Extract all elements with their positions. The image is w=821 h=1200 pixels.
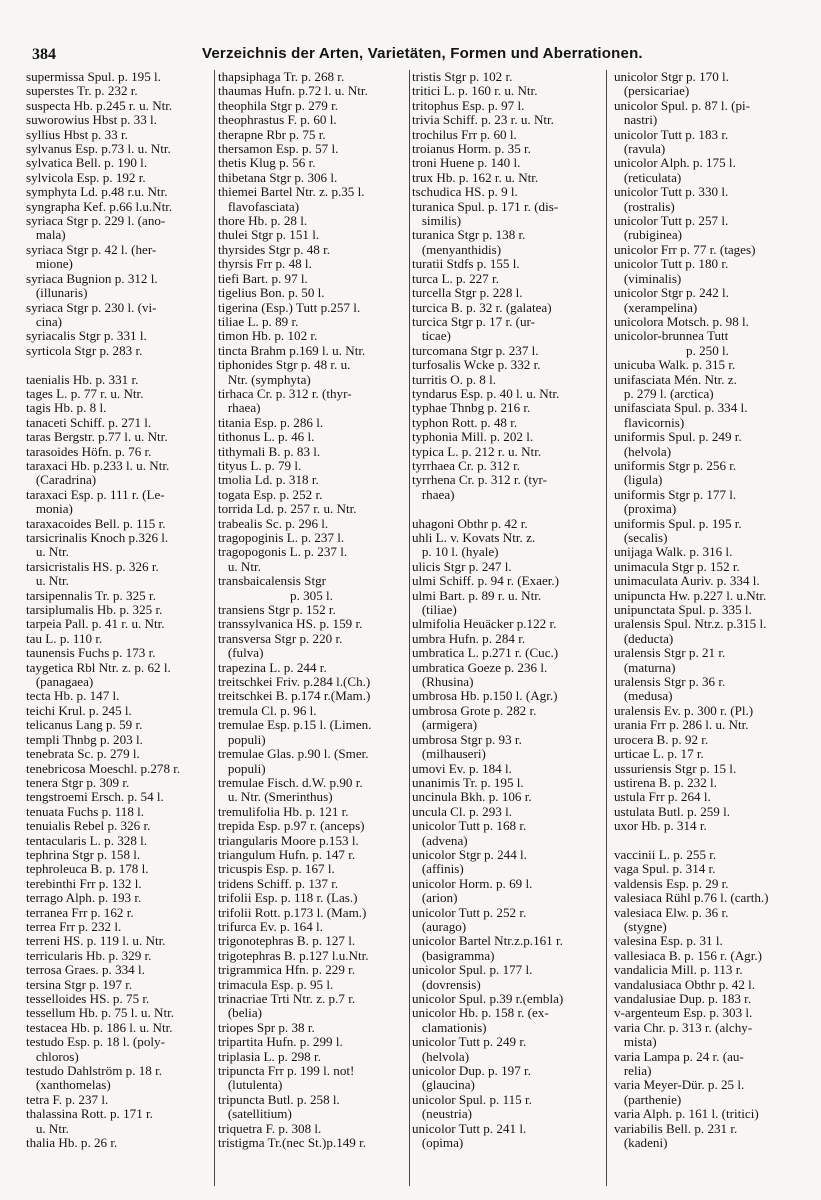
column-divider bbox=[606, 70, 607, 1186]
page-number: 384 bbox=[32, 46, 56, 63]
running-title: Verzeichnis der Arten, Varietäten, Formen und Aberrationen. bbox=[202, 45, 643, 62]
index-column-4: unicolor Stgr p. 170 l. (persicariae) unicolor Spul. p. 87 l. (pi- nastri) unicolor Tutt p. 183 r. (ravula) unicolor Alph. p. 175 l. (reticulata) unicolor Tutt p. 330 l. (rostralis) unicolor Tutt p. 257 l. (rubiginea) unicolor Frr p. 77 r. (tages) unicolor Tutt p. 180 r. (viminalis) unicolor Stgr p. 242 l. (xerampelina) unicolora Motsch. p. 98 l. unicolor-brunnea Tutt p. 250 l. unicuba Walk. p. 315 r. unifasciata Mén. Ntr. z. p. 279 l. (arctica) unifasciata Spul. p. 334 l. flavicornis) uniformis Spul. p. 249 r. (helvola) uniformis Stgr p. 256 r. (ligula) uniformis Stgr p. 177 l. (proxima) uniformis Spul. p. 195 r. (secalis) unijaga Walk. p. 316 l. unimacula Stgr p. 152 r. unimaculata Auriv. p. 334 l. unipuncta Hw. p.227 l. u.Ntr. unipunctata Spul. p. 335 l. uralensis Spul. Ntr.z. p.315 l. (deducta) uralensis Stgr p. 21 r. (maturna) uralensis Stgr p. 36 r. (medusa) uralensis Ev. p. 300 r. (Pl.) urania Frr p. 286 l. u. Ntr. urocera B. p. 92 r. urticae L. p. 17 r. ussuriensis Stgr p. 15 l. ustirena B. p. 232 l. ustula Frr p. 264 l. ustulata Butl. p. 259 l. uxor Hb. p. 314 r. vaccinii L. p. 255 r. vaga Spul. p. 314 r. valdensis Esp. p. 29 r. valesiaca Rühl p.76 l. (carth.) valesiaca Elw. p. 36 r. (stygne) valesina Esp. p. 31 l. vallesiaca B. p. 156 r. (Agr.) vandalicia Mill. p. 113 r. vandalusiaca Obthr p. 42 l. vandalusiae Dup. p. 183 r. v-argenteum Esp. p. 303 l. varia Chr. p. 313 r. (alchy- mista) varia Lampa p. 24 r. (au- relia) varia Meyer-Dür. p. 25 l. (parthenie) varia Alph. p. 161 l. (tritici) variabilis Bell. p. 231 r. (kadeni) bbox=[614, 70, 769, 1151]
page-header bbox=[32, 46, 797, 68]
column-divider bbox=[409, 70, 410, 1186]
index-column-1: supermissa Spul. p. 195 l. superstes Tr. p. 232 r. suspecta Hb. p.245 r. u. Ntr. suworowius Hbst p. 33 l. syllius Hbst p. 33 r. sylvanus Esp. p.73 l. u. Ntr. sylvatica Bell. p. 190 l. sylvicola Esp. p. 192 r. symphyta Ld. p.48 r.u. Ntr. syngrapha Kef. p.66 l.u.Ntr. syriaca Stgr p. 229 l. (ano- mala) syriaca Stgr p. 42 l. (her- mione) syriaca Bugnion p. 312 l. (illunaris) syriaca Stgr p. 230 l. (vi- cina) syriacalis Stgr p. 331 l. syrticola Stgr p. 283 r. taenialis Hb. p. 331 r. tages L. p. 77 r. u. Ntr. tagis Hb. p. 8 l. tanaceti Schiff. p. 271 l. taras Bergstr. p.77 l. u. Ntr. tarasoides Höfn. p. 76 r. taraxaci Hb. p.233 l. u. Ntr. (Caradrina) taraxaci Esp. p. 111 r. (Le- monia) taraxacoides Bell. p. 115 r. tarsicrinalis Knoch p.326 l. u. Ntr. tarsicristalis HS. p. 326 r. u. Ntr. tarsipennalis Tr. p. 325 r. tarsiplumalis Hb. p. 325 r. tarpeia Pall. p. 41 r. u. Ntr. tau L. p. 110 r. taunensis Fuchs p. 173 r. taygetica Rbl Ntr. z. p. 62 l. (panagaea) tecta Hb. p. 147 l. teichi Krul. p. 245 l. telicanus Lang p. 59 r. templi Thnbg p. 203 l. tenebrata Sc. p. 279 l. tenebricosa Moeschl. p.278 r. tenera Stgr p. 309 r. tengstroemi Ersch. p. 54 l. tenuata Fuchs p. 118 l. tenuialis Rebel p. 326 r. tentacularis L. p. 328 l. tephrina Stgr p. 158 l. tephroleuca B. p. 178 l. terebinthi Frr p. 132 l. terrago Alph. p. 193 r. terranea Frr p. 162 r. terrea Frr p. 232 l. terreni HS. p. 119 l. u. Ntr. terricularis Hb. p. 329 r. terrosa Graes. p. 334 l. tersina Stgr p. 197 r. tesselloides HS. p. 75 r. tessellum Hb. p. 75 l. u. Ntr. testacea Hb. p. 186 l. u. Ntr. testudo Esp. p. 18 l. (poly- chloros) testudo Dahlström p. 18 r. (xanthomelas) tetra F. p. 237 l. thalassina Rott. p. 171 r. u. Ntr. thalia Hb. p. 26 r. bbox=[26, 70, 181, 1151]
column-divider bbox=[214, 70, 215, 1186]
index-column-2: thapsiphaga Tr. p. 268 r. thaumas Hufn. p.72 l. u. Ntr. theophila Stgr p. 279 r. theophrastus F. p. 60 l. therapne Rbr p. 75 r. thersamon Esp. p. 57 l. thetis Klug p. 56 r. thibetana Stgr p. 306 l. thiemei Bartel Ntr. z. p.35 l. flavofasciata) thore Hb. p. 28 l. thulei Stgr p. 151 l. thyrsides Stgr p. 48 r. thyrsis Frr p. 48 l. tiefi Bart. p. 97 l. tigelius Bon. p. 50 l. tigerina (Esp.) Tutt p.257 l. tiliae L. p. 89 r. timon Hb. p. 102 r. tincta Brahm p.169 l. u. Ntr. tiphonides Stgr p. 48 r. u. Ntr. (symphyta) tirhaca Cr. p. 312 r. (thyr- rhaea) titania Esp. p. 286 l. tithonus L. p. 46 l. tithymali B. p. 83 l. tityus L. p. 79 l. tmolia Ld. p. 318 r. togata Esp. p. 252 r. torrida Ld. p. 257 r. u. Ntr. trabealis Sc. p. 296 l. tragopoginis L. p. 237 l. tragopogonis L. p. 237 l. u. Ntr. transbaicalensis Stgr p. 305 l. transiens Stgr p. 152 r. transsylvanica HS. p. 159 r. transversa Stgr p. 220 r. (fulva) trapezina L. p. 244 r. treitschkei Friv. p.284 l.(Ch.) treitschkei B. p.174 r.(Mam.) tremula Cl. p. 96 l. tremulae Esp. p.15 l. (Limen. populi) tremulae Glas. p.90 l. (Smer. populi) tremulae Fisch. d.W. p.90 r. u. Ntr. (Smerinthus) tremulifolia Hb. p. 121 r. trepida Esp. p.97 r. (anceps) triangularis Moore p.153 l. triangulum Hufn. p. 147 r. tricuspis Esp. p. 167 l. tridens Schiff. p. 137 r. trifolii Esp. p. 118 r. (Las.) trifolii Rott. p.173 l. (Mam.) trifurca Ev. p. 164 l. trigonotephras B. p. 127 l. trigotephras B. p.127 l.u.Ntr. trigrammica Hfn. p. 229 r. trimacula Esp. p. 95 l. trinacriae Trti Ntr. z. p.7 r. (belia) triopes Spr p. 38 r. tripartita Hufn. p. 299 l. triplasia L. p. 298 r. tripuncta Frr p. 199 l. not! (lutulenta) tripuncta Butl. p. 258 l. (satellitium) triquetra F. p. 308 l. tristigma Tr.(nec St.)p.149 r. bbox=[218, 70, 372, 1151]
index-column-3: tristis Stgr p. 102 r. tritici L. p. 160 r. u. Ntr. tritophus Esp. p. 97 l. trivia Schiff. p. 23 r. u. Ntr. trochilus Frr p. 60 l. troianus Horm. p. 35 r. troni Huene p. 140 l. trux Hb. p. 162 r. u. Ntr. tschudica HS. p. 9 l. turanica Spul. p. 171 r. (dis- similis) turanica Stgr p. 138 r. (menyanthidis) turatii Stdfs p. 155 l. turca L. p. 227 r. turcella Stgr p. 228 l. turcica B. p. 32 r. (galatea) turcica Stgr p. 17 r. (ur- ticae) turcomana Stgr p. 237 l. turfosalis Wcke p. 332 r. turritis O. p. 8 l. tyndarus Esp. p. 40 l. u. Ntr. typhae Thnbg p. 216 r. typhon Rott. p. 48 r. typhonia Mill. p. 202 l. typica L. p. 212 r. u. Ntr. tyrrhaea Cr. p. 312 r. tyrrhena Cr. p. 312 r. (tyr- rhaea) uhagoni Obthr p. 42 r. uhli L. v. Kovats Ntr. z. p. 10 l. (hyale) ulicis Stgr p. 247 l. ulmi Schiff. p. 94 r. (Exaer.) ulmi Bart. p. 89 r. u. Ntr. (tiliae) ulmifolia Heuäcker p.122 r. umbra Hufn. p. 284 r. umbratica L. p.271 r. (Cuc.) umbratica Goeze p. 236 l. (Rhusina) umbrosa Hb. p.150 l. (Agr.) umbrosa Grote p. 282 r. (armigera) umbrosa Stgr p. 93 r. (milhauseri) umovi Ev. p. 184 l. unanimis Tr. p. 195 l. uncinula Bkh. p. 106 r. uncula Cl. p. 293 l. unicolor Tutt p. 168 r. (advena) unicolor Stgr p. 244 l. (affinis) unicolor Horm. p. 69 l. (arion) unicolor Tutt p. 252 r. (aurago) unicolor Bartel Ntr.z.p.161 r. (basigramma) unicolor Spul. p. 177 l. (dovrensis) unicolor Spul. p.39 r.(embla) unicolor Hb. p. 158 r. (ex- clamationis) unicolor Tutt p. 249 r. (helvola) unicolor Dup. p. 197 r. (glaucina) unicolor Spul. p. 115 r. (neustria) unicolor Tutt p. 241 l. (opima) bbox=[412, 70, 564, 1151]
